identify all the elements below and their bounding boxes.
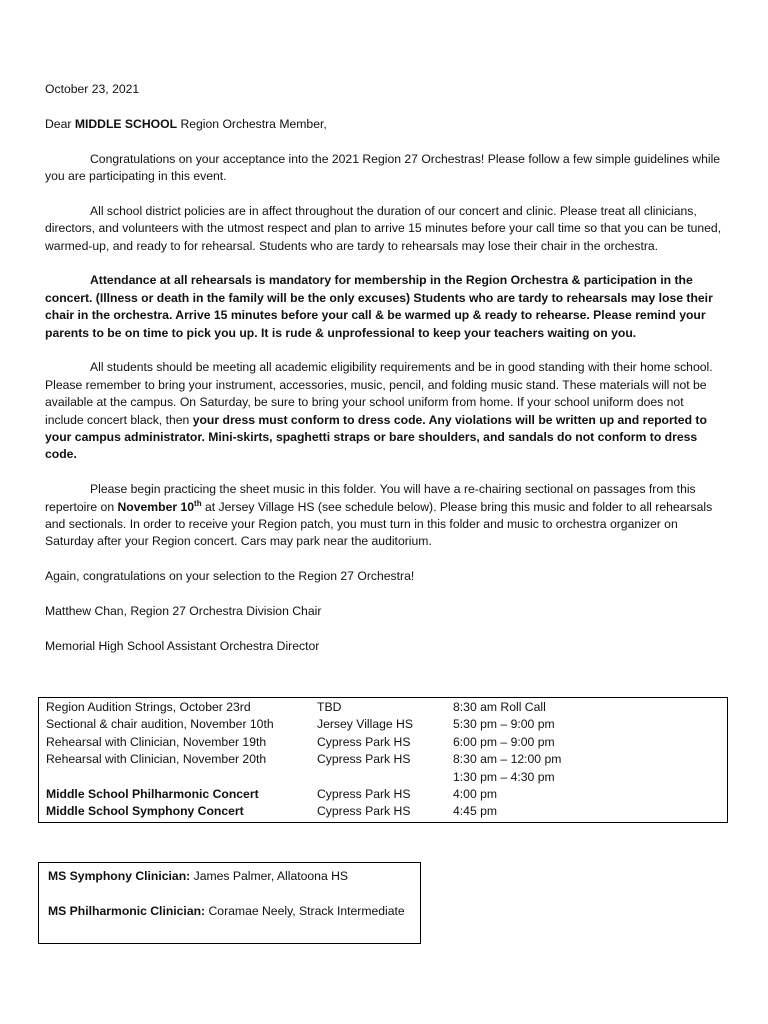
schedule-location: Cypress Park HS — [317, 786, 411, 801]
paragraph-policies: All school district policies are in affect throughout the duration of our concert and clinic. Please treat all clinicians, directors, and volunteers with the utmost respect and plan to arrive 15 minutes before your call time so that you can be tuned, warmed-up, and ready to for rehearsal. Students who are tardy to rehearsals may lose their chair in the orchestra. — [45, 203, 722, 253]
table-row — [39, 786, 727, 803]
letter-date: October 23, 2021 — [45, 82, 140, 96]
greeting-audience: MIDDLE SCHOOL — [74, 116, 178, 131]
schedule-event: Sectional & chair audition, November 10th — [46, 717, 274, 732]
schedule-event: Middle School Philharmonic Concert — [46, 786, 259, 801]
philharmonic-clinician — [48, 903, 420, 920]
table-row — [39, 751, 727, 768]
signature-name: Matthew Chan, Region 27 Orchestra Division Chair — [45, 604, 322, 619]
dress-code-text: your dress must conform to dress code. Any violations will be written up and reported to your campus administrator. Mini-skirts, spaghetti straps or bare shoulders, and sandals do not conform to dress code. — [45, 412, 707, 462]
eligibility-text: All students should be meeting all academic eligibility requirements and be in good standing with their home school. Please remember to bring your instrument, accessories, music, pencil, and folding music stand. These materials will not be available at the campus. On Saturday, be sure to bring your school uniform from home. If your school uniform does not include concert black, then — [45, 360, 713, 427]
closing-line: Again, congratulations on your selection to the Region 27 Orchestra! — [45, 569, 415, 584]
attendance-text: Attendance at all rehearsals is mandatory for membership in the Region Orchestra & participation in the concert. (Illness or death in the family will be the only excuses) Students who are tardy to rehearsals may lose their chair in the orchestra. Arrive 15 minutes before your call & be warmed up & ready to rehearse. Please remind your parents to be on time to pick you up. It is rude & unprofessional to keep your teachers waiting on you. — [45, 273, 713, 340]
paragraph-attendance — [45, 272, 725, 342]
table-row — [39, 734, 727, 751]
schedule-location: Cypress Park HS — [317, 734, 411, 749]
schedule-time: 6:00 pm – 9:00 pm — [453, 734, 555, 749]
philharmonic-clinician-name: Coramae Neely, Strack Intermediate — [205, 903, 405, 918]
signature-title: Memorial High School Assistant Orchestra Director — [45, 638, 320, 653]
schedule-location: TBD — [317, 700, 342, 714]
letter-greeting — [45, 116, 725, 133]
schedule-time: 8:30 am Roll Call — [453, 700, 546, 714]
schedule-location: Cypress Park HS — [317, 804, 411, 819]
schedule-time: 5:30 pm – 9:00 pm — [453, 717, 555, 732]
paragraph-sheet-music — [45, 481, 725, 551]
greeting-prefix: Dear — [45, 116, 75, 131]
schedule-table — [38, 697, 728, 823]
schedule-time: 1:30 pm – 4:30 pm — [453, 769, 555, 784]
paragraph-congratulations: Congratulations on your acceptance into the 2021 Region 27 Orchestras! Please follow a few simple guidelines while you are participating in this event. — [45, 151, 721, 183]
table-row — [39, 769, 727, 786]
schedule-location: Jersey Village HS — [317, 717, 413, 732]
schedule-event: Middle School Symphony Concert — [46, 804, 244, 819]
symphony-clinician — [48, 868, 420, 885]
paragraph-eligibility — [45, 359, 725, 463]
schedule-time: 8:30 am – 12:00 pm — [453, 752, 562, 767]
letter-body — [45, 81, 725, 673]
schedule-event — [39, 769, 317, 786]
schedule-event: Region Audition Strings, October 23rd — [46, 700, 251, 714]
schedule-event: Rehearsal with Clinician, November 19th — [46, 734, 267, 749]
schedule-time: 4:45 pm — [453, 804, 498, 819]
schedule-location: Cypress Park HS — [317, 752, 411, 767]
greeting-suffix: Region Orchestra Member, — [177, 116, 327, 131]
table-row — [39, 803, 727, 820]
sheet-music-text-2: at Jersey Village HS (see schedule below). Please bring this music and folder to all rehearsals and sectionals. In order to receive your Region patch, you must turn in this folder and music to orchestra organizer on Saturday after your Region concert. Cars may park near the auditorium. — [45, 499, 713, 549]
sheet-music-text-1: Please begin practicing the sheet music in this folder. You will have a re-chairing sectional on passages from this repertoire on — [45, 482, 696, 514]
clinicians-box — [38, 862, 421, 944]
sectional-date: November 10th — [117, 498, 202, 514]
table-row — [39, 716, 727, 733]
symphony-clinician-name: James Palmer, Allatoona HS — [190, 869, 349, 883]
table-row — [39, 699, 727, 716]
schedule-time: 4:00 pm — [453, 786, 498, 801]
schedule-event: Rehearsal with Clinician, November 20th — [46, 752, 267, 767]
schedule-location — [317, 769, 453, 786]
symphony-clinician-label: MS Symphony Clinician: — [48, 869, 191, 883]
philharmonic-clinician-label: MS Philharmonic Clinician: — [48, 903, 206, 918]
